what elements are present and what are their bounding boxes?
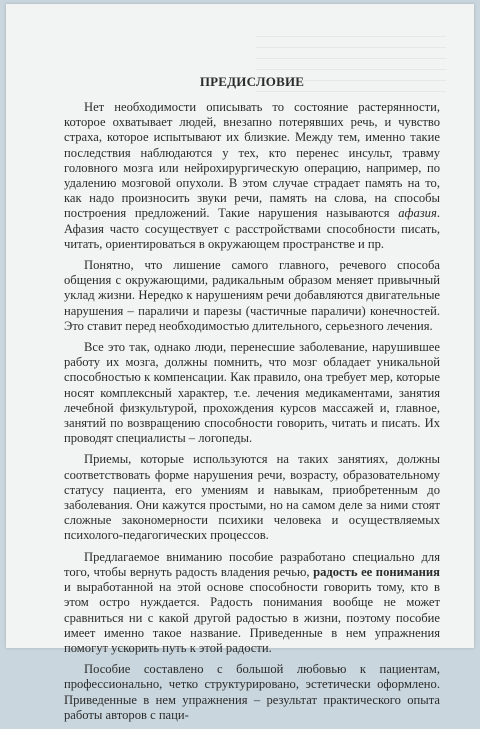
paragraph-5	[64, 550, 440, 656]
paragraph-4	[64, 452, 440, 543]
paragraph-1-emphasis: афазия	[398, 206, 437, 221]
paragraph-6	[64, 662, 440, 723]
paragraph-3	[64, 340, 440, 446]
paragraph-5-bold: радость ее понимания	[313, 564, 440, 579]
page-content	[64, 74, 440, 729]
paragraph-1	[64, 100, 440, 252]
paragraph-2	[64, 258, 440, 334]
paragraph-5-after: и выработанной на этой основе способности говорить тому, кто в этом остро нуждается. Радость понимания вообще не может сравниться ни с какой другой радостью в жизни, поэтому пособие имеет именно такое название. Приведенные в нем упражнения помогут ускорить путь к этой радости.	[64, 580, 440, 655]
paragraph-1-after: . Афазия часто сосуществует с расстройствами способности писать, читать, ориентироваться в окружающем пространстве и пр.	[64, 206, 440, 251]
book-page	[6, 4, 474, 722]
paragraph-6-text: Пособие составлено с большой любовью к пациентам, профессионально, четко структурировано, эстетически оформлено. Приведенные в нем упражнения – результат практического опыта работы авторов с паци-	[64, 662, 440, 722]
paragraph-3-text: Все это так, однако люди, перенесшие заболевание, нарушившее работу их мозга, должны помнить, что мозг обладает уникальной способностью к компенсации. Как правило, она требует мер, которые носят комплексный характер, т.е. лечения медикаментами, занятия лечебной физкультурой, прохождения курсов массажей и, главное, занятий по возвращению способности говорить, читать и писать. Их проводят специалисты – логопеды.	[64, 340, 440, 446]
paragraph-5-text: Предлагаемое вниманию пособие разработано специально для того, чтобы вернуть радость владения речью,	[64, 549, 440, 579]
paragraph-4-text: Приемы, которые используются на таких занятиях, должны соответствовать форме нарушения речи, возрасту, образовательному статусу пациента, его умениям и навыкам, приобретенным до заболевания. Они кажутся простыми, но на самом деле за ними стоят сложные закономерности психики человека и осуществляемых психолого-педагогических процессов.	[64, 452, 440, 543]
paragraph-2-text: Понятно, что лишение самого главного, речевого способа общения с окружающими, радикальным образом меняет привычный уклад жизни. Нередко к нарушениям речи добавляются двигательные нарушения – параличи и парезы (частичные параличи) конечностей. Это ставит перед необходимостью длительного, серьезного лечения.	[64, 258, 440, 333]
page-title: ПРЕДИСЛОВИЕ	[199, 74, 305, 89]
paragraph-1-text: Нет необходимости описывать то состояние растерянности, которое охватывает людей, внезапно потерявших речь, и чувство страха, которое испытывают их близкие. Между тем, именно такие последствия наблюдаются у тех, кто перенес инсульт, травму головного мозга или нейрохирургическую операцию, например, по удалению мозговой опухоли. В этом случае страдает память на то, как надо произносить звуки речи, память на слова, на способы построения предложений. Такие нарушения называются	[64, 100, 440, 221]
